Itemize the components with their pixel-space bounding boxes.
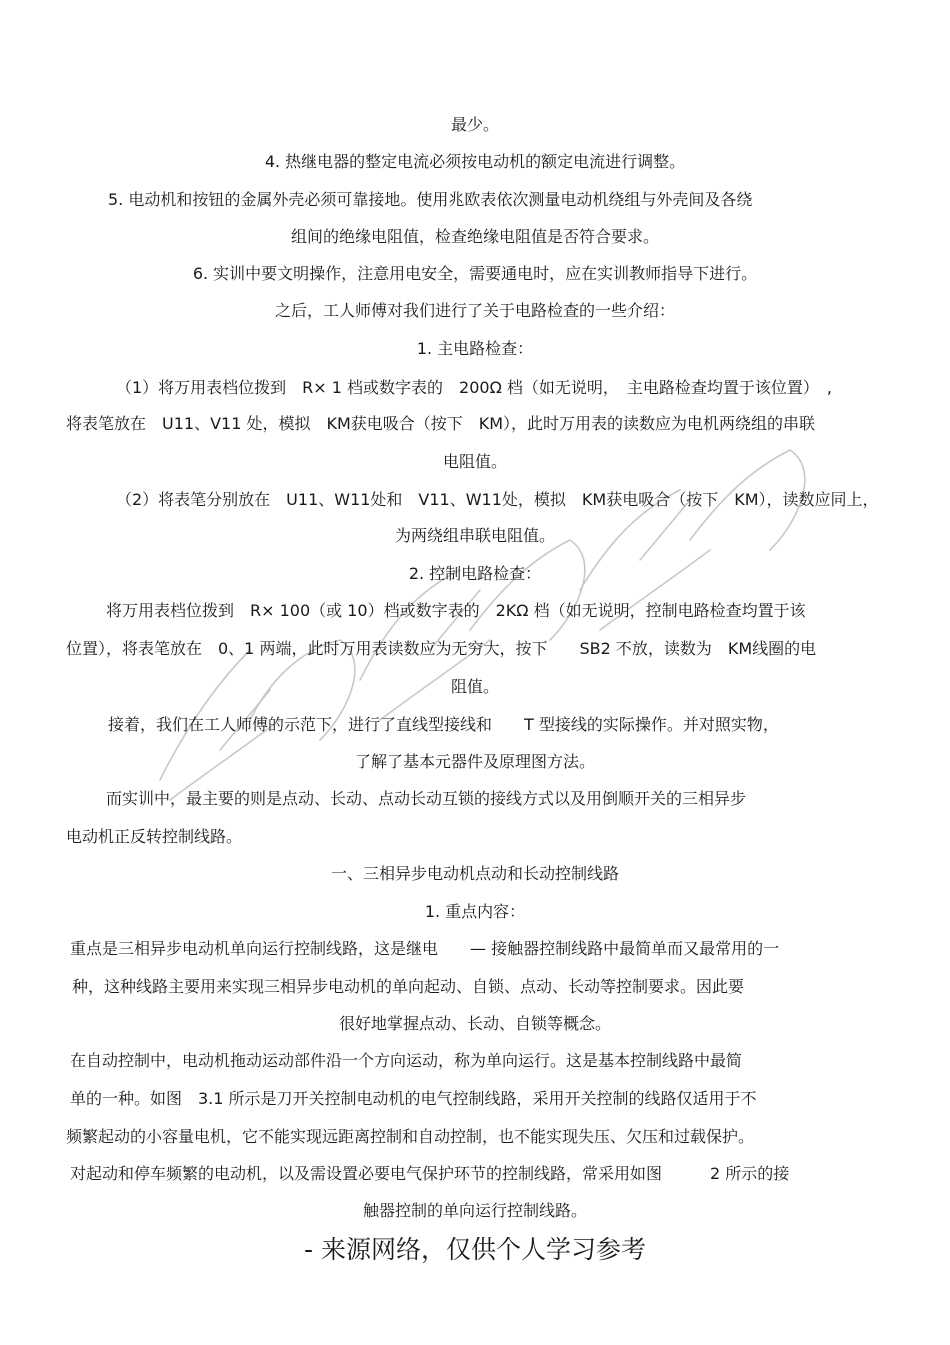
text-line: 而实训中，最主要的则是点动、长动、点动长动互锁的接线方式以及用倒顺开关的三相异步	[106, 789, 747, 808]
footer-note: - 来源网络，仅供个人学习参考	[304, 1235, 646, 1264]
text-line: 4. 热继电器的整定电流必须按电动机的额定电流进行调整。	[264, 152, 686, 171]
text-line: 很好地掌握点动、长动、自锁等概念。	[338, 1014, 611, 1033]
text-line: 了解了基本元器件及原理图方法。	[354, 752, 595, 771]
text-line: 重点是三相异步电动机单向运行控制线路，这是继电 — 接触器控制线路中最简单而又最常用的一	[70, 939, 780, 958]
watermark-logo	[130, 420, 830, 840]
section-heading: 一、三相异步电动机点动和长动控制线路	[330, 864, 619, 883]
section-heading: 1. 主电路检查：	[416, 339, 534, 358]
text-line: 将表笔放在 U11、V11 处，模拟 KM获电吸合（按下 KM），此时万用表的读数应为电机两绕组的串联	[66, 414, 816, 433]
text-line: 单的一种。如图 3.1 所示是刀开关控制电动机的电气控制线路，采用开关控制的线路仅适用于不	[70, 1089, 757, 1108]
text-line: （1）将万用表档位拨到 R× 1 档或数字表的 200Ω 档（如无说明， 主电路检查均置于该位置） ,	[116, 378, 832, 397]
text-line: 将万用表档位拨到 R× 100（或 10）档或数字表的 2KΩ 档（如无说明，控制电路检查均置于该	[106, 601, 806, 620]
section-heading: 1. 重点内容：	[424, 902, 526, 921]
text-line: 频繁起动的小容量电机，它不能实现远距离控制和自动控制，也不能实现失压、欠压和过载保护。	[66, 1127, 755, 1146]
text-line: 电阻值。	[442, 452, 507, 471]
text-line: 组间的绝缘电阻值，检查绝缘电阻值是否符合要求。	[290, 227, 659, 246]
text-line: 位置），将表笔放在 0、1 两端，此时万用表读数应为无穷大，按下 SB2 不放，读数为 KM线圈的电	[66, 639, 817, 658]
text-line: 为两绕组串联电阻值。	[394, 526, 555, 545]
text-line: 接着，我们在工人师傅的示范下，进行了直线型接线和 T 型接线的实际操作。并对照实物，	[108, 715, 779, 734]
text-line: 之后，工人师傅对我们进行了关于电路检查的一些介绍：	[274, 301, 675, 320]
text-line: 种，这种线路主要用来实现三相异步电动机的单向起动、自锁、点动、长动等控制要求。因此要	[72, 977, 745, 996]
text-line: 在自动控制中，电动机拖动运动部件沿一个方向运动，称为单向运行。这是基本控制线路中最简	[70, 1051, 743, 1070]
text-line: 阻值。	[450, 677, 499, 696]
text-line: 5. 电动机和按钮的金属外壳必须可靠接地。使用兆欧表依次测量电动机绕组与外壳间及各绕	[108, 190, 753, 209]
text-line: 6. 实训中要文明操作，注意用电安全，需要通电时，应在实训教师指导下进行。	[192, 264, 758, 283]
section-heading: 2. 控制电路检查：	[408, 564, 542, 583]
text-line: 最少。	[450, 115, 499, 134]
text-line: 电动机正反转控制线路。	[66, 827, 243, 846]
text-line: （2）将表笔分别放在 U11、W11处和 V11、W11处，模拟 KM获电吸合（按下 KM），读数应同上，	[116, 490, 879, 509]
text-line: 触器控制的单向运行控制线路。	[362, 1201, 587, 1220]
text-line: 对起动和停车频繁的电动机，以及需设置必要电气保护环节的控制线路，常采用如图 2 所示的接	[70, 1164, 790, 1183]
